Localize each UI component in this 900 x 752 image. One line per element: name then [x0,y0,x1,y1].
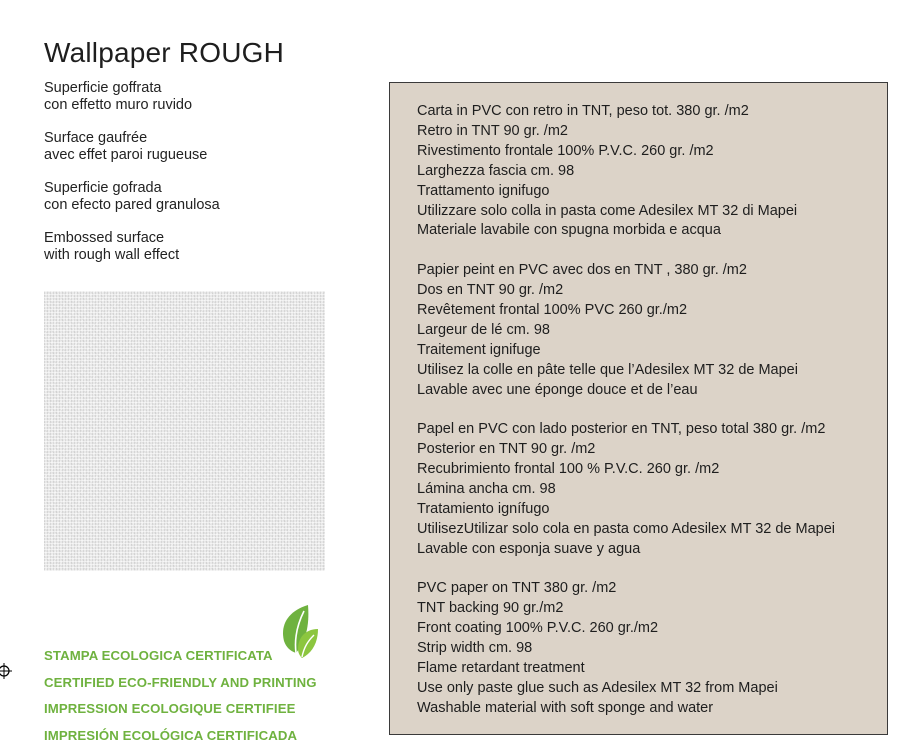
specifications-panel [389,82,888,735]
description-line: Surface gaufrée [44,130,148,146]
description-line: Embossed surface [44,230,165,246]
surface-descriptions [44,80,344,280]
spec-line: PVC paper on TNT 380 gr. /m2 [417,580,617,597]
spec-line: Washable material with soft sponge and water [417,699,714,716]
spec-line: Utilizzare solo colla in pasta come Adesilex MT 32 di Mapei [417,202,798,219]
specifications-list [417,102,881,739]
spec-line: Papel en PVC con lado posterior en TNT, peso total 380 gr. /m2 [417,421,826,438]
spec-line: Retro in TNT 90 gr. /m2 [417,122,568,139]
spec-line: UtilisezUtilizar solo cola en pasta como Adesilex MT 32 de Mapei [417,520,836,537]
spec-line: Posterior en TNT 90 gr. /m2 [417,441,596,458]
spec-line: Flame retardant treatment [417,660,585,677]
description-spanish [44,180,344,214]
spec-line: Rivestimento frontale 100% P.V.C. 260 gr. /m2 [417,142,714,159]
description-line: Superficie gofrada [44,180,162,196]
spec-line: Largeur de lé cm. 98 [417,321,550,338]
description-italian [44,80,344,114]
eco-line: STAMPA ECOLOGICA CERTIFICATA [44,648,273,663]
spec-line: Recubrimiento frontal 100 % P.V.C. 260 gr. /m2 [417,461,720,478]
spec-line: TNT backing 90 gr./m2 [417,600,564,617]
eco-line: IMPRESIÓN ECOLÓGICA CERTIFICADA [44,727,298,743]
texture-swatch-image [44,291,325,571]
description-french [44,130,344,164]
spec-line: Lavable con esponja suave y agua [417,540,641,557]
eco-line: CERTIFIED ECO-FRIENDLY AND PRINTING [44,674,317,690]
description-line: con effetto muro ruvido [44,97,193,113]
spec-line: Traitement ignifuge [417,341,541,358]
page-title: Wallpaper ROUGH [44,36,285,68]
spec-line: Larghezza fascia cm. 98 [417,162,575,179]
crosshair-icon [0,663,12,679]
description-line: Superficie goffrata [44,80,162,96]
description-line: with rough wall effect [44,247,180,263]
spec-group-italian [417,102,881,241]
spec-line: Lavable avec une éponge douce et de l’eau [417,381,698,398]
description-line: con efecto pared granulosa [44,197,220,213]
spec-line: Use only paste glue such as Adesilex MT 32 from Mapei [417,679,778,696]
spec-line: Dos en TNT 90 gr. /m2 [417,282,564,299]
spec-line: Strip width cm. 98 [417,640,533,657]
description-english [44,230,344,264]
spec-line: Utilisez la colle en pâte telle que l’Adesilex MT 32 de Mapei [417,361,798,378]
spec-line: Materiale lavabile con spugna morbida e acqua [417,222,721,239]
spec-group-english [417,579,881,718]
spec-line: Carta in PVC con retro in TNT, peso tot. 380 gr. /m2 [417,103,749,119]
eco-line: IMPRESSION ECOLOGIQUE CERTIFIEE [44,701,296,716]
spec-line: Tratamiento ignífugo [417,500,550,517]
spec-group-spanish [417,420,881,559]
spec-line: Revêtement frontal 100% PVC 260 gr./m2 [417,301,688,318]
spec-line: Lámina ancha cm. 98 [417,481,556,497]
spec-group-french [417,261,881,400]
spec-line: Papier peint en PVC avec dos en TNT , 380 gr. /m2 [417,262,747,279]
spec-line: Trattamento ignifugo [417,182,550,199]
spec-line: Front coating 100% P.V.C. 260 gr./m2 [417,620,659,637]
description-line: avec effet paroi rugueuse [44,147,208,163]
eco-certification [44,643,364,749]
